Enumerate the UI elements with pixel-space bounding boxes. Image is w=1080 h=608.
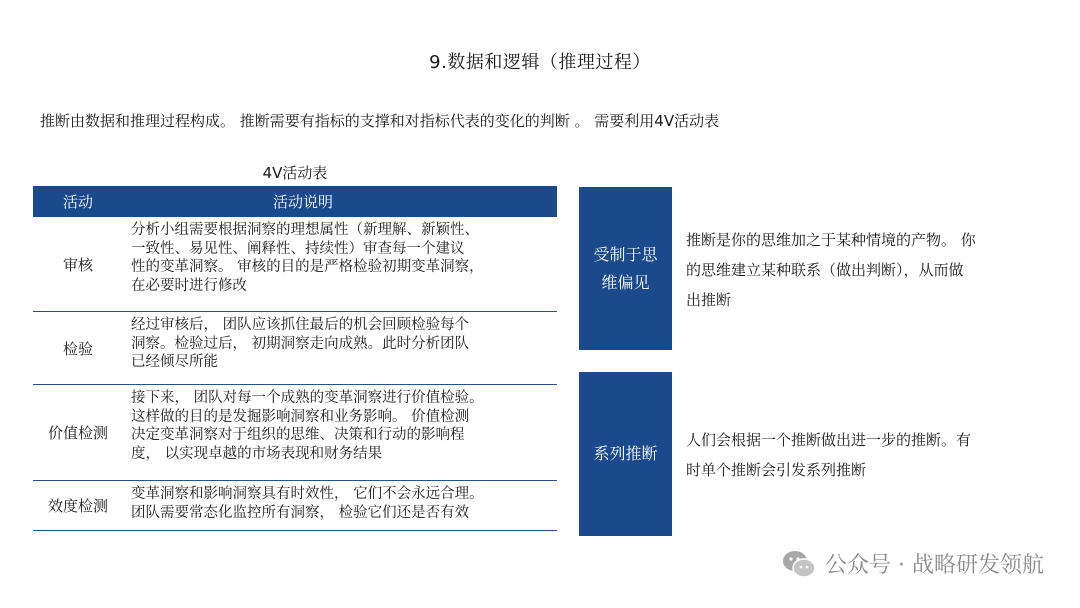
description-line: 决定变革洞察对于组织的思维、决策和行动的影响程 [131, 427, 465, 443]
table-row [33, 385, 557, 481]
watermark-text: 公众号 · 战略研发领航 [825, 553, 1044, 578]
description-cell [123, 385, 557, 480]
series-description [686, 425, 1036, 485]
description-line: 在必要时进行修改 [131, 277, 247, 294]
activity-cell: 价值检测 [47, 424, 108, 442]
series-line: 人们会根据一个推断做出进一步的推断。有 [686, 431, 972, 449]
bias-line: 的思维建立某种联系（做出判断），从而做 [686, 261, 964, 279]
description-line: 经过审核后， 团队应该抓住最后的机会回顾检验每个 [131, 317, 470, 333]
description-line: 一致性、易见性、阐释性、持续性）审查每一个建议 [131, 240, 465, 257]
table-row [33, 481, 557, 531]
bias-line: 推断是你的思维加之于某种情境的产物。 你 [686, 231, 976, 249]
header-description: 活动说明 [273, 193, 334, 211]
description-cell [123, 312, 557, 384]
table-row [33, 217, 557, 312]
header-activity: 活动 [62, 193, 93, 211]
table-row [33, 312, 557, 385]
bias-label-box [579, 187, 672, 350]
bias-label: 受制于思维偏见 [593, 244, 658, 292]
activity-cell: 检验 [62, 339, 93, 358]
table-header [33, 186, 557, 217]
description-cell [123, 217, 557, 311]
description-line: 这样做的目的是发掘影响洞察和业务影响。 价值检测 [131, 408, 470, 425]
series-line: 时单个推断会引发系列推断 [686, 461, 867, 479]
description-cell [123, 481, 557, 530]
activity-table [33, 186, 557, 531]
slide-title: 9.数据和逻辑（推理过程） [429, 52, 651, 73]
description-line: 变革洞察和影响洞察具有时效性， 它们不会永远合理。 [131, 486, 484, 502]
bias-line: 出推断 [686, 291, 732, 309]
description-line: 分析小组需要根据洞察的理想属性（新理解、新颖性、 [131, 222, 479, 238]
intro-text: 推断由数据和推理过程构成。 推断需要有指标的支撑和对指标代表的变化的判断 。 需要利用4V活动表 [40, 112, 720, 130]
description-line: 已经倾尽所能 [131, 354, 218, 370]
description-line: 团队需要常态化监控所有洞察， 检验它们还是否有效 [131, 504, 470, 521]
table-caption: 4V活动表 [262, 164, 328, 182]
description-line: 接下来， 团队对每一个成熟的变革洞察进行价值检验。 [131, 390, 484, 406]
activity-cell: 效度检测 [47, 497, 108, 515]
description-line: 性的变革洞察。 审核的目的是严格检验初期变革洞察， [131, 259, 484, 275]
series-label-box [579, 372, 672, 536]
watermark [781, 548, 1044, 579]
description-line: 度， 以实现卓越的市场表现和财务结果 [131, 445, 383, 462]
bias-description [686, 225, 1036, 315]
wechat-icon [781, 549, 817, 579]
series-label: 系列推断 [593, 444, 658, 463]
description-line: 洞察。检验过后， 初期洞察走向成熟。此时分析团队 [131, 335, 470, 352]
activity-cell: 审核 [62, 255, 93, 274]
